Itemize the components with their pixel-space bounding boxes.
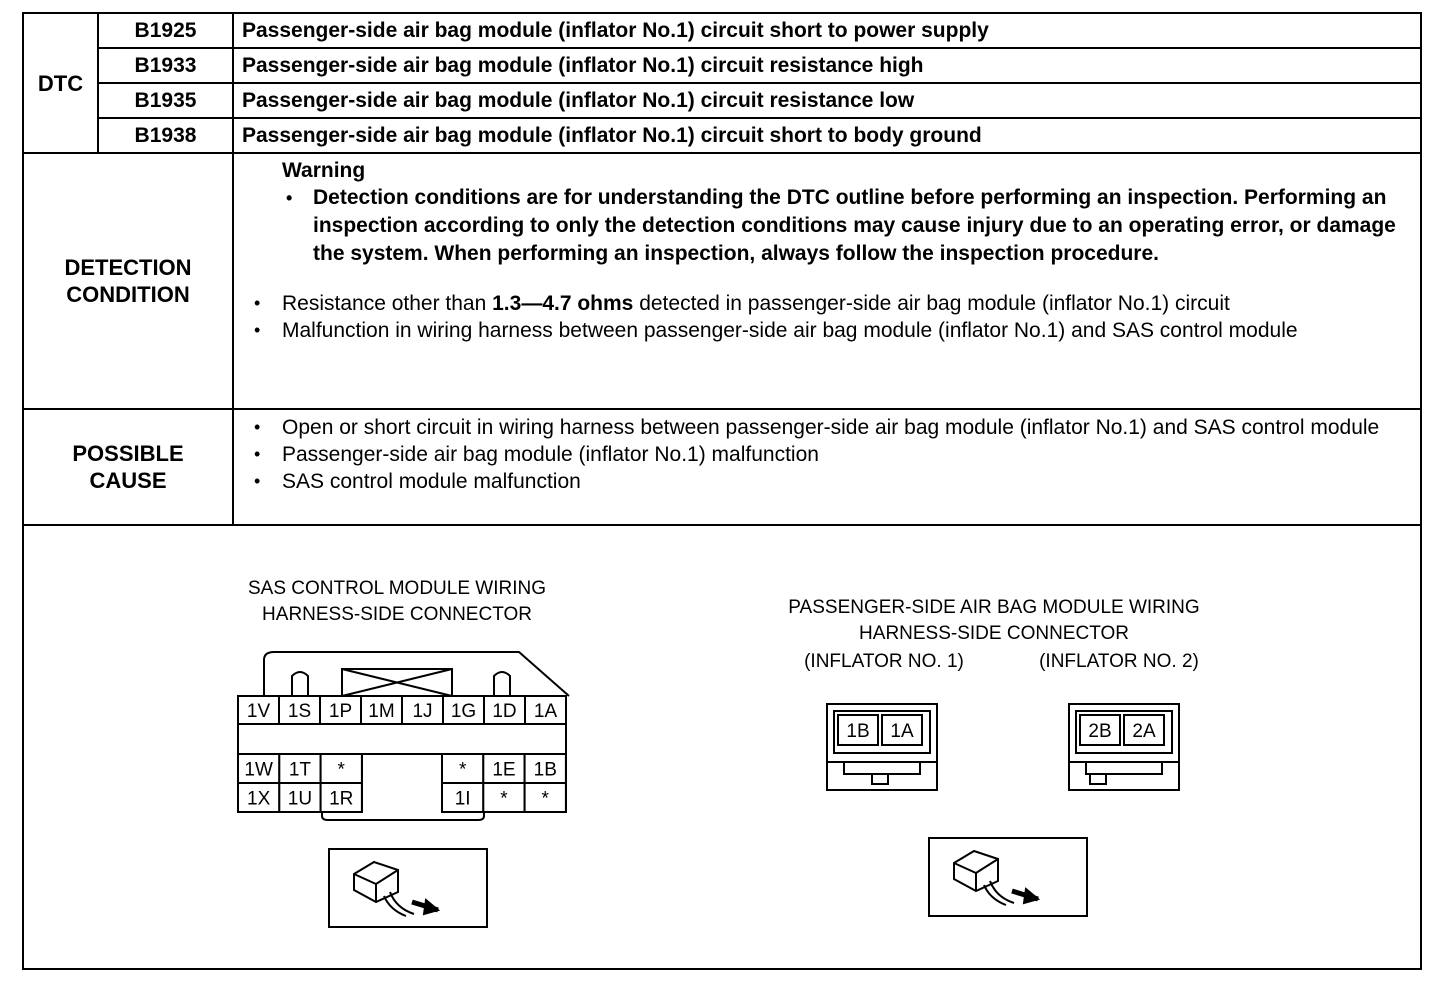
pab-title-line1: PASSENGER-SIDE AIR BAG MODULE WIRING	[788, 597, 1200, 618]
inflator1-pins	[838, 715, 922, 745]
sas-title-line2: HARNESS-SIDE CONNECTOR	[262, 604, 532, 625]
sas-pin: 1R	[329, 788, 354, 810]
view-icon-frame	[329, 849, 487, 927]
dtc-document-sheet	[22, 12, 1422, 970]
sas-pin: *	[458, 759, 467, 781]
detection-item-text: Resistance other than	[282, 292, 493, 315]
sas-pin: *	[337, 759, 345, 781]
sas-mid-band	[238, 724, 566, 754]
sas-pin: 1U	[287, 788, 313, 810]
view-icon-frame	[929, 838, 1087, 916]
sas-pin: 1M	[368, 700, 395, 722]
possible-cause-item: • Passenger-side air bag module (inflator No.1) malfunction	[244, 441, 1410, 468]
inflator1-pin: 1B	[846, 720, 870, 742]
dtc-code: B1938	[98, 118, 233, 153]
dtc-label: DTC	[24, 14, 98, 153]
inflator2-latch	[1069, 762, 1179, 784]
inflator1-latch	[827, 762, 937, 784]
sas-bottom-lip	[322, 812, 484, 820]
detection-item: • Malfunction in wiring harness between passenger-side air bag module (inflator No.1) and SAS control module	[244, 317, 1410, 344]
possible-label-line1: POSSIBLE	[72, 441, 184, 466]
sas-pin: *	[541, 788, 549, 810]
resistance-range: 1.3—4.7 ohms	[492, 292, 634, 315]
sas-pin: 1V	[246, 700, 271, 722]
pab-title-line2: HARNESS-SIDE CONNECTOR	[859, 623, 1129, 644]
sas-pin: 1P	[328, 700, 353, 722]
detection-label-line2: CONDITION	[66, 282, 190, 307]
inflator2-pins	[1080, 715, 1164, 745]
sas-pin: 1I	[454, 788, 471, 810]
dtc-description: Passenger-side air bag module (inflator No.1) circuit short to body ground	[233, 118, 1420, 153]
warning-title: Warning	[282, 159, 366, 182]
sas-latch-left	[292, 672, 308, 696]
dtc-code: B1925	[98, 14, 233, 48]
inflator2-pin: 2A	[1132, 720, 1156, 742]
sas-pin: 1B	[533, 759, 557, 781]
sas-pin: 1W	[244, 759, 273, 781]
sas-pin: 1S	[287, 700, 312, 722]
dtc-description: Passenger-side air bag module (inflator No.1) circuit resistance high	[233, 48, 1420, 83]
possible-label-line2: CAUSE	[89, 468, 167, 493]
sas-pin: *	[500, 788, 508, 810]
sas-pin: 1D	[492, 700, 517, 722]
sas-view-direction-icon	[329, 849, 487, 927]
inflator1-pin: 1A	[890, 720, 914, 742]
sas-pin: 1T	[288, 759, 312, 781]
possible-cause-item: • SAS control module malfunction	[244, 468, 1410, 495]
dtc-description: Passenger-side air bag module (inflator No.1) circuit resistance low	[233, 83, 1420, 118]
dtc-description: Passenger-side air bag module (inflator No.1) circuit short to power supply	[233, 14, 1420, 48]
sas-pin: 1G	[450, 700, 477, 722]
detection-item-text: detected in passenger-side air bag module (inflator No.1) circuit	[633, 292, 1230, 315]
inflator1-label: (INFLATOR NO. 1)	[804, 651, 964, 672]
inflator2-label: (INFLATOR NO. 2)	[1039, 651, 1199, 672]
connector-diagram	[24, 14, 1424, 972]
possible-cause-item: • Open or short circuit in wiring harness between passenger-side air bag module (inflator No.1) and SAS control module	[244, 414, 1410, 441]
dtc-code: B1935	[98, 83, 233, 118]
pab-view-direction-icon	[929, 838, 1087, 916]
dtc-code: B1933	[98, 48, 233, 83]
warning-text: • Detection conditions are for understanding the DTC outline before performing an inspection. Performing an inspection according to only the detection conditions may cause injury due to an operating error, or damage the system. When performing an inspection, always follow the inspection procedure.	[282, 184, 1410, 268]
sas-pin: 1A	[533, 700, 558, 722]
sas-pin: 1J	[412, 700, 433, 722]
inflator2-pin: 2B	[1088, 720, 1112, 742]
sas-title-line1: SAS CONTROL MODULE WIRING	[247, 578, 547, 599]
detection-label-line1: DETECTION	[64, 255, 192, 280]
sas-connector-housing	[264, 652, 569, 696]
sas-pin: 1E	[492, 759, 516, 781]
sas-pin: 1X	[247, 788, 271, 810]
sas-latch-right	[494, 672, 510, 696]
